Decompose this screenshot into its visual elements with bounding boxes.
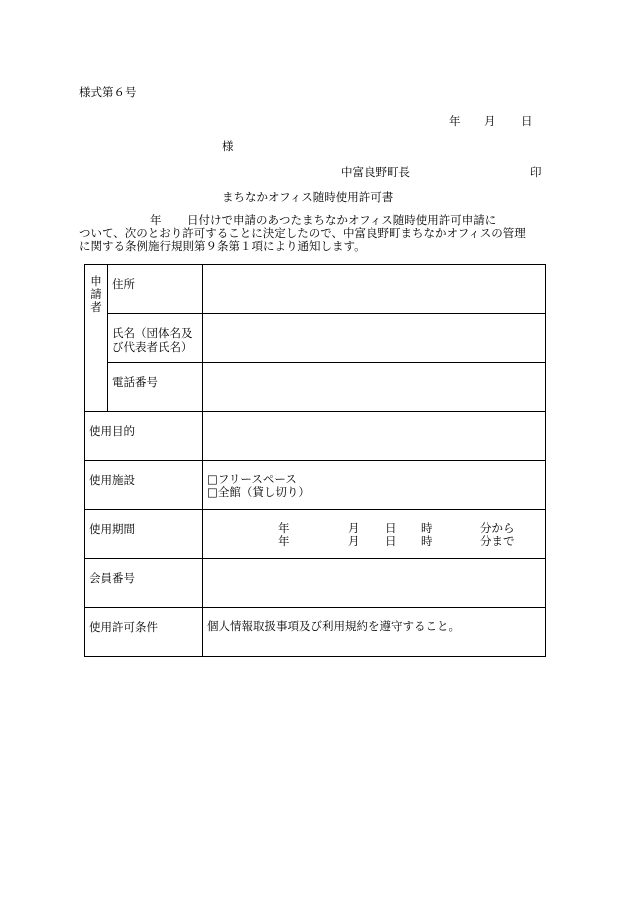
period-to-line: 年 月 日 時 分まで — [278, 534, 515, 548]
name-row — [85, 314, 546, 363]
period-from-line: 年 月 日 時 分から — [278, 521, 515, 535]
document-title: まちなかオフィス随時使用許可書 — [222, 190, 394, 204]
period-field[interactable] — [203, 510, 546, 559]
phone-row — [85, 363, 546, 412]
intro-paragraph — [79, 214, 547, 253]
date-line — [449, 116, 533, 128]
intro-day: 日付けで申請のあつたまちなかオフィス随時使用許可申請に — [187, 213, 497, 227]
period-row — [85, 510, 546, 559]
address-row — [85, 265, 546, 314]
member-number-field[interactable] — [203, 559, 546, 608]
intro-line-3: に関する条例施行規則第９条第１項により通知します。 — [79, 239, 366, 253]
member-number-label: 会員番号 — [85, 559, 203, 608]
seal-mark: 印 — [530, 165, 542, 179]
date-day-label: 日 — [521, 114, 533, 128]
purpose-row — [85, 412, 546, 461]
intro-year: 年 — [150, 213, 162, 227]
facility-label: 使用施設 — [85, 461, 203, 510]
name-label: 氏名（団体名及 び代表者氏名） — [108, 314, 203, 363]
date-year-label: 年 — [449, 114, 461, 128]
applicant-label: 申 請 者 — [85, 265, 108, 412]
conditions-row — [85, 608, 546, 657]
addressee-suffix: 様 — [222, 139, 234, 153]
issuer-name: 中富良野町長 — [341, 165, 410, 179]
facility-options — [203, 461, 546, 510]
form-number: 様式第６号 — [79, 85, 137, 99]
address-label: 住所 — [108, 265, 203, 314]
name-field[interactable] — [203, 314, 546, 363]
phone-label: 電話番号 — [108, 363, 203, 412]
purpose-field[interactable] — [203, 412, 546, 461]
conditions-value: 個人情報取扱事項及び利用規約を遵守すること。 — [203, 608, 546, 657]
intro-line-2: ついて、次のとおり許可することに決定したので、中富良野町まちなかオフィスの管理 — [79, 226, 526, 240]
facility-row — [85, 461, 546, 510]
facility-option-whole-building[interactable]: □全館（貸し切り） — [207, 485, 310, 499]
address-field[interactable] — [203, 265, 546, 314]
phone-field[interactable] — [203, 363, 546, 412]
conditions-label: 使用許可条件 — [85, 608, 203, 657]
purpose-label: 使用目的 — [85, 412, 203, 461]
permit-table — [84, 264, 546, 657]
member-row — [85, 559, 546, 608]
period-label: 使用期間 — [85, 510, 203, 559]
facility-option-free-space[interactable]: □フリースペース — [207, 472, 297, 486]
date-month-label: 月 — [484, 114, 496, 128]
